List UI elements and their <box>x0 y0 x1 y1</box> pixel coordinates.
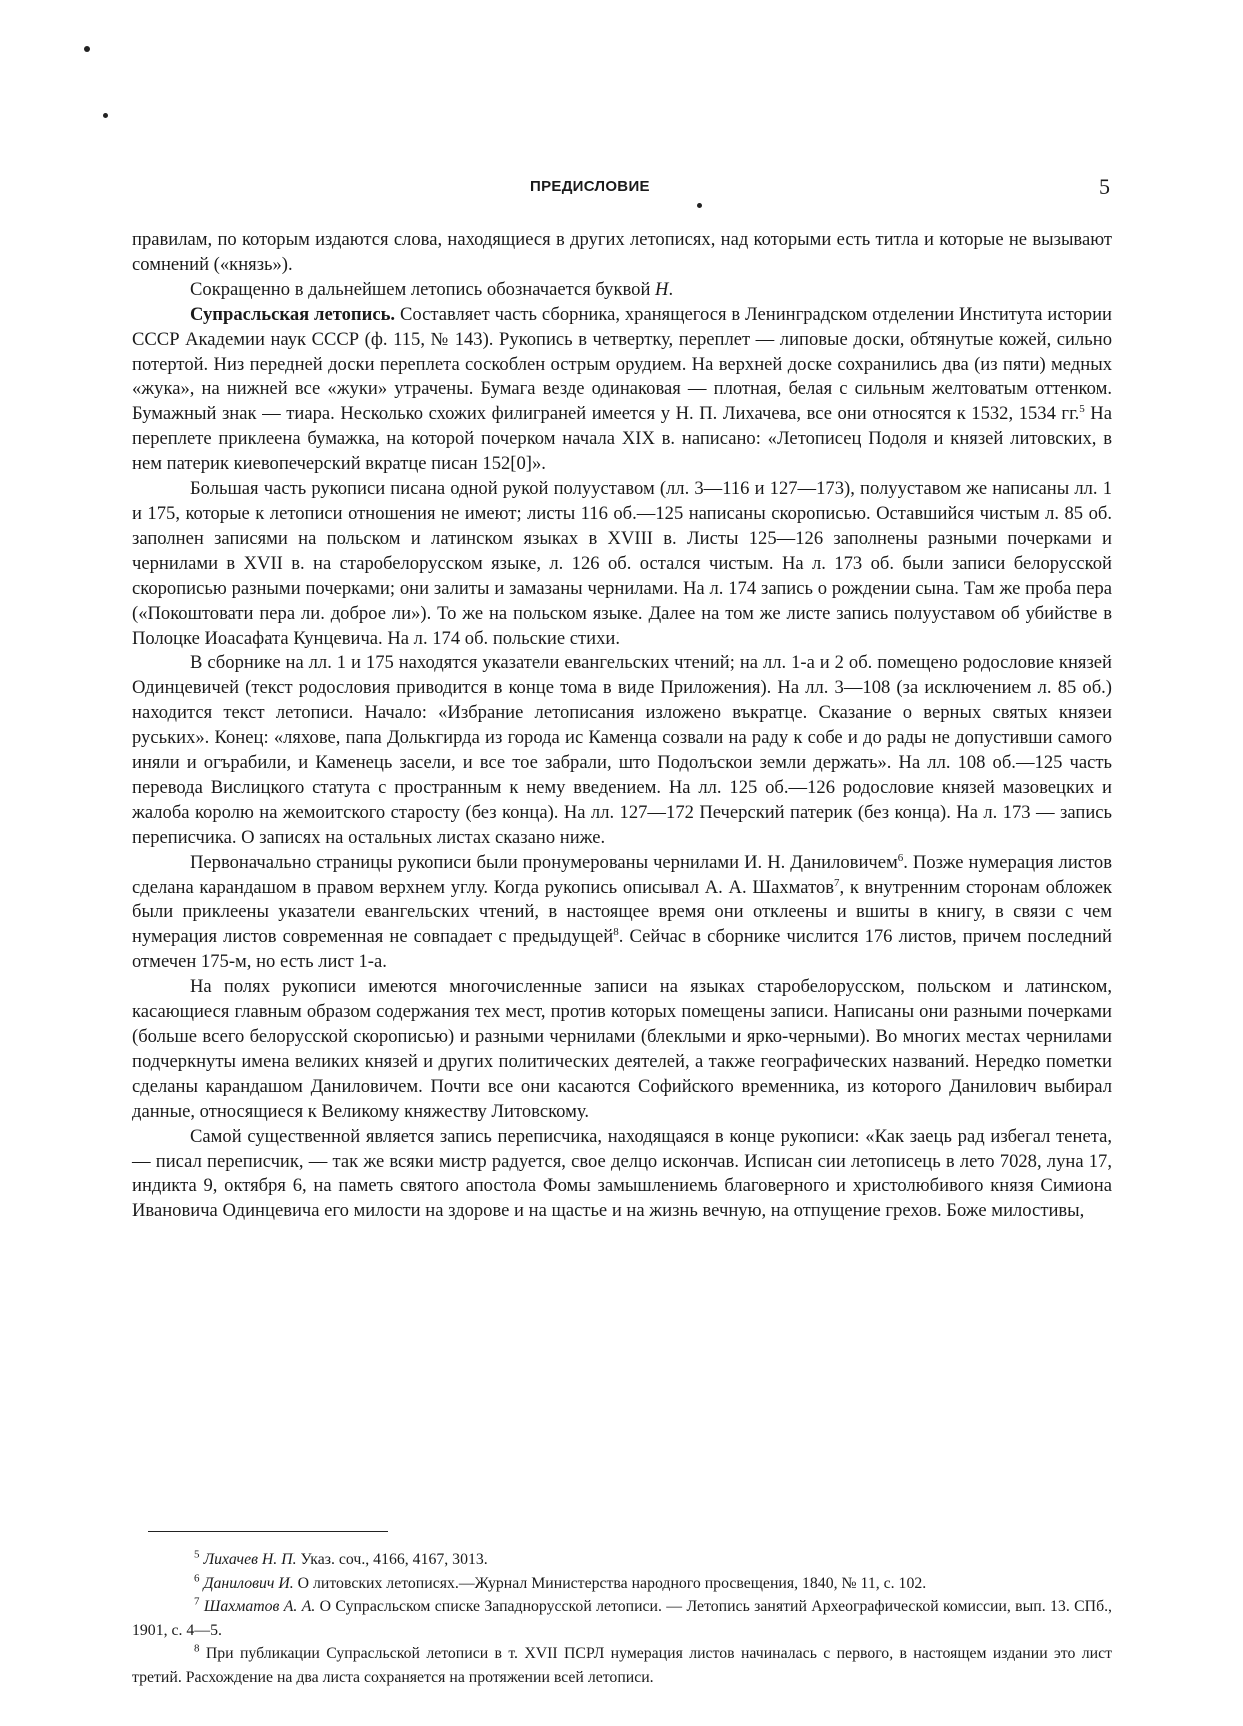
page-number: 5 <box>1099 174 1110 199</box>
footnote-ref: 6 <box>897 851 904 864</box>
paragraph: правилам, по которым издаются слова, находящиеся в других летописях, над которыми есть титла и которые не вызывают сомнений («князь»). <box>132 229 1112 275</box>
footnote-ref: 8 <box>613 926 619 939</box>
footnote <box>132 1642 1112 1689</box>
paragraph <box>132 851 1112 976</box>
footnote-ref: 7 <box>834 876 840 889</box>
paragraph-text: Первоначально страницы рукописи были пронумерованы чернилами И. Н. Даниловичем <box>190 851 898 873</box>
footnote-text: При публикации Супрасльской летописи в т. XVII ПСРЛ нумерация листов начиналась с первого, в настоящем издании это лист третий. Расхождение на два листа сохраняется на протяжении всей летописи. <box>132 1645 1112 1686</box>
paragraph: На полях рукописи имеются многочисленные записи на языках старобелорусском, польском и латинском, касающиеся главным образом содержания тех мест, против которых помещены записи. Написаны они разными почерками (больше всего белорусской скорописью) и разными чернилами (блеклыми и ярко-черными). Во многих местах чернилами подчеркнуты имена великих князей и других политических деятелей, а также географических названий. Нередко пометки сделаны карандашом Даниловичем. Почти все они касаются Софийского временника, из которого Данилович выбирал данные, относящиеся к Великому княжеству Литовскому. <box>132 976 1112 1122</box>
abbreviation-letter: Н <box>655 278 669 300</box>
paragraph: Большая часть рукописи писана одной рукой полууставом (лл. 3—116 и 127—173), полууставом же написаны лл. 1 и 175, которые к летописи отношения не имеют; листы 116 об.—125 написаны скорописью. Оставшийся чистым л. 85 об. заполнен записями на польском и латинском языках в XVIII в. Листы 125—126 заполнены разными почерками и чернилами в XVII в. на старобелорусском языке, л. 126 об. остался чистым. На л. 173 об. были записи белорусской скорописью разными почерками; они залиты и замазаны чернилами. На л. 174 запись о рождении сына. Там же проба пера («Покоштовати пера ли. доброе ли»). То же на польском языке. Далее на том же листе запись полууставом об убийстве в Полоцке Иоасафата Кунцевича. На л. 174 об. польские стихи. <box>132 478 1112 649</box>
paragraph-text: Сокращенно в дальнейшем летопись обозначается буквой <box>190 278 656 300</box>
footnote-text: О литовских летописях.—Журнал Министерства народного просвещения, 1840, № 11, с. 102. <box>293 1574 927 1592</box>
scan-speck <box>103 113 108 118</box>
footnote <box>132 1548 1112 1572</box>
footnote <box>132 1595 1112 1642</box>
paragraph <box>132 303 1112 477</box>
running-header <box>130 174 1110 202</box>
paragraph-text: . <box>668 278 674 300</box>
scan-speck <box>84 46 90 52</box>
footnotes <box>132 1548 1112 1689</box>
footnote-ref: 5 <box>1079 403 1085 416</box>
footnote-author: Шахматов А. А. <box>203 1598 316 1615</box>
footnote-number: 6 <box>194 1572 200 1585</box>
paragraph-text: , к внутренним сторонам обложек были приклеены указатели евангельских чтений, в настоящее время они отклеены и вшиты в книгу, в связи с чем нумерация листов современная не совпадает с предыдущей <box>132 876 1112 948</box>
footnote-number: 7 <box>194 1595 200 1608</box>
paragraph-text: . Сейчас в сборнике числится 176 листов, причем последний отмечен 175-м, но есть лист 1-а. <box>132 926 1112 973</box>
footnote-number: 5 <box>194 1548 200 1561</box>
footnote-author: Данилович И. <box>203 1574 294 1592</box>
paragraph: Самой существенной является запись переписчика, находящаяся в конце рукописи: «Как заець рад избегал тенета, — писал переписчик, — так же всяки мистр радуется, свое делцо искончав. Исписан сии летописець в лето 7028, луна 17, индикта 9, октября 6, на паметь святого апостола Фомы замышлениемь благоверного и христолюбивого князя Симиона Ивановича Одинцевича его милости на здорове и на щастье и на жизнь вечную, на отпущение грехов. Боже милостивы, <box>132 1125 1112 1222</box>
paragraph <box>132 278 1112 303</box>
paragraph-text: Составляет часть сборника, хранящегося в Ленинградском отделении Института истории СССР Академии наук СССР (ф. 115, № 143). Рукопись в четвертку, переплет — липовые доски, обтянутые кожей, сильно потертой. Низ передней доски переплета соскоблен острым орудием. На верхней доске сохранились два (из пяти) медных «жука», на нижней все «жуки» утрачены. Бумага везде одинаковая — плотная, белая с сильным желтоватым оттенком. Бумажный знак — тиара. Несколько схожих филиграней имеется у Н. П. Лихачева, все они относятся к 1532, 1534 гг. <box>132 303 1112 425</box>
paragraph-text: На переплете приклеена бумажка, на которой почерком начала XIX в. написано: «Летописец Подоля и князей литовских, в нем патерик киевопечерский вкратце писан 152[0]». <box>132 403 1112 475</box>
footnote-divider <box>148 1531 388 1532</box>
header-title: ПРЕДИСЛОВИЕ <box>530 178 650 195</box>
paragraph-text: . Позже нумерация листов сделана карандашом в правом верхнем углу. Когда рукопись описывал А. А. Шахматов <box>132 851 1112 898</box>
body-text <box>132 228 1112 1224</box>
paragraph: В сборнике на лл. 1 и 175 находятся указатели евангельских чтений; на лл. 1-а и 2 об. помещено родословие князей Одинцевичей (текст родословия приводится в конце тома в виде Приложения). На лл. 3—108 (за исключением л. 85 об.) находится текст летописи. Начало: «Избрание летописания изложено въкратце. Сказание о верных святых князеи руських». Конец: «ляхове, папа Долькгирда из города ис Каменца созвали на раду к собе и до рады не допустивши самого иняли и огърабили, и Каменець засели, и все тое забрали, што Подолъскои земли держать». На лл. 108 об.—125 часть перевода Вислицкого статута с пространным к нему введением. На лл. 125 об.—126 родословие князей мазовецких и жалоба королю на жемоитского старосту (без конца). На лл. 127—172 Печерский патерик (без конца). На л. 173 — запись переписчика. О записях на остальных листах сказано ниже. <box>132 652 1112 848</box>
section-title: Супрасльская летопись. <box>190 303 396 325</box>
footnote-number: 8 <box>194 1642 200 1655</box>
footnote-author: Лихачев Н. П. <box>203 1551 297 1568</box>
footnote <box>132 1572 1112 1596</box>
scan-speck <box>697 203 702 208</box>
footnote-text: Указ. соч., 4166, 4167, 3013. <box>296 1551 488 1568</box>
footnote-text: О Супрасльском списке Западнорусской летописи. — Летопись занятий Археографической комиссии, вып. 13. СПб., 1901, с. 4—5. <box>132 1598 1113 1639</box>
